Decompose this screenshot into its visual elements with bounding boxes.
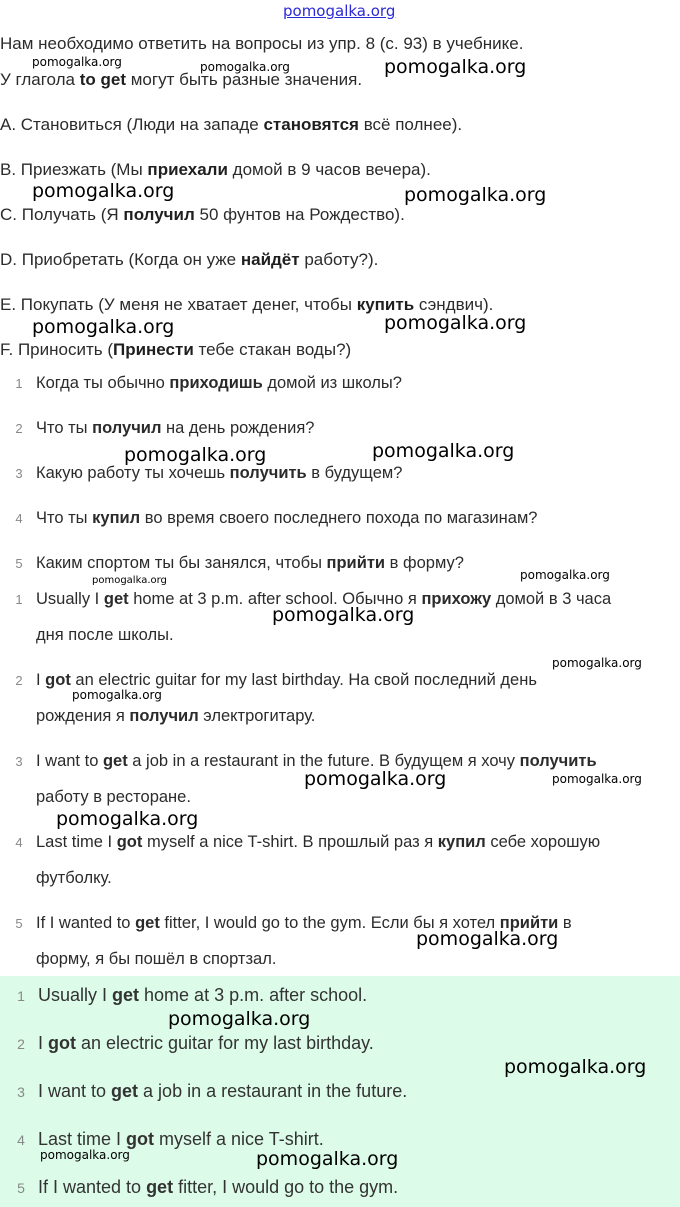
watermark-text: pomogalka.org bbox=[72, 688, 162, 702]
answer-line: Usually I get home at 3 p.m. after school. Обычно я прихожу домой в 3 часа bbox=[36, 590, 612, 608]
meaning-item-d: D. Приобретать (Когда он уже найдёт работу?). bbox=[0, 250, 379, 269]
answer-line: дня после школы. bbox=[36, 626, 174, 644]
watermark-text: pomogalka.org bbox=[552, 656, 642, 670]
intro-line-2: У глагола to get могут быть разные значения. bbox=[0, 70, 363, 89]
watermark-text: pomogalka.org bbox=[552, 772, 642, 786]
question-number: 2 bbox=[15, 421, 23, 436]
watermark-text: pomogalka.org bbox=[256, 1148, 399, 1170]
top-watermark-link[interactable]: pomogalka.org bbox=[283, 2, 396, 20]
answer-line: I got an electric guitar for my last birthday. На свой последний день bbox=[36, 671, 537, 689]
answer-line: If I wanted to get fitter, I would go to the gym. Если бы я хотел прийти в bbox=[36, 914, 572, 932]
watermark-text: pomogalka.org bbox=[40, 1148, 130, 1162]
watermark-text: pomogalka.org bbox=[384, 312, 527, 334]
summary-item: Usually I get home at 3 p.m. after school. bbox=[38, 985, 368, 1005]
answer-number: 4 bbox=[15, 835, 23, 850]
question-number: 5 bbox=[15, 556, 23, 571]
summary-number: 2 bbox=[17, 1036, 25, 1052]
watermark-text: pomogalka.org bbox=[124, 444, 267, 466]
watermark-text: pomogalka.org bbox=[32, 316, 175, 338]
answer-line: форму, я бы пошёл в спортзал. bbox=[36, 950, 277, 968]
answer-line: Last time I got myself a nice T-shirt. В прошлый раз я купил себе хорошую bbox=[36, 833, 601, 851]
meaning-item-f: F. Приносить (Принести тебе стакан воды?) bbox=[0, 340, 352, 359]
summary-block bbox=[0, 976, 680, 1207]
watermark-text: pomogalka.org bbox=[168, 1008, 311, 1030]
meaning-item-c: C. Получать (Я получил 50 фунтов на Рождество). bbox=[0, 205, 405, 224]
watermark-text: pomogalka.org bbox=[32, 180, 175, 202]
watermark-text: pomogalka.org bbox=[416, 928, 559, 950]
watermark-text: pomogalka.org bbox=[504, 1056, 647, 1078]
watermark-text: pomogalka.org bbox=[384, 56, 527, 78]
question-item: Что ты получил на день рождения? bbox=[36, 419, 315, 437]
meaning-item-e: E. Покупать (У меня не хватает денег, чтобы купить сэндвич). bbox=[0, 295, 494, 314]
summary-item: If I wanted to get fitter, I would go to the gym. bbox=[38, 1177, 399, 1197]
watermark-text: pomogalka.org bbox=[304, 768, 447, 790]
question-number: 3 bbox=[15, 466, 23, 481]
summary-item: Last time I got myself a nice T-shirt. bbox=[38, 1129, 324, 1149]
meaning-item-a: A. Становиться (Люди на западе становятся всё полнее). bbox=[0, 115, 463, 134]
answer-line: рождения я получил электрогитару. bbox=[36, 707, 316, 725]
question-number: 4 bbox=[15, 511, 23, 526]
answer-line: работу в ресторане. bbox=[36, 788, 191, 806]
answer-number: 3 bbox=[15, 754, 23, 769]
question-number: 1 bbox=[15, 376, 23, 391]
intro-line-1: Нам необходимо ответить на вопросы из упр. 8 (с. 93) в учебнике. bbox=[0, 34, 524, 53]
watermark-text: pomogalka.org bbox=[272, 604, 415, 626]
answer-number: 5 bbox=[15, 916, 23, 931]
question-item: Каким спортом ты бы занялся, чтобы прийти в форму? bbox=[36, 554, 464, 572]
summary-item: I want to get a job in a restaurant in the future. bbox=[38, 1081, 408, 1101]
watermark-text: pomogalka.org bbox=[32, 55, 122, 69]
summary-number: 5 bbox=[17, 1180, 25, 1196]
question-item: Что ты купил во время своего последнего похода по магазинам? bbox=[36, 509, 538, 527]
answer-number: 2 bbox=[15, 673, 23, 688]
summary-number: 3 bbox=[17, 1084, 25, 1100]
answer-line: I want to get a job in a restaurant in the future. В будущем я хочу получить bbox=[36, 752, 597, 770]
watermark-text: pomogalka.org bbox=[520, 568, 610, 582]
summary-number: 1 bbox=[17, 988, 25, 1004]
watermark-text: pomogalka.org bbox=[404, 184, 547, 206]
meaning-item-b: B. Приезжать (Мы приехали домой в 9 часов вечера). bbox=[0, 160, 431, 179]
watermark-text: pomogalka.org bbox=[200, 60, 290, 74]
answer-line: футболку. bbox=[36, 869, 112, 887]
question-item: Когда ты обычно приходишь домой из школы? bbox=[36, 374, 402, 392]
watermark-text: pomogalka.org bbox=[56, 808, 199, 830]
question-item: Какую работу ты хочешь получить в будущем? bbox=[36, 464, 403, 482]
watermark-text: pomogalka.org bbox=[372, 440, 515, 462]
watermark-text: pomogalka.org bbox=[92, 575, 167, 586]
summary-number: 4 bbox=[17, 1132, 25, 1148]
answer-number: 1 bbox=[15, 592, 23, 607]
summary-item: I got an electric guitar for my last birthday. bbox=[38, 1033, 374, 1053]
